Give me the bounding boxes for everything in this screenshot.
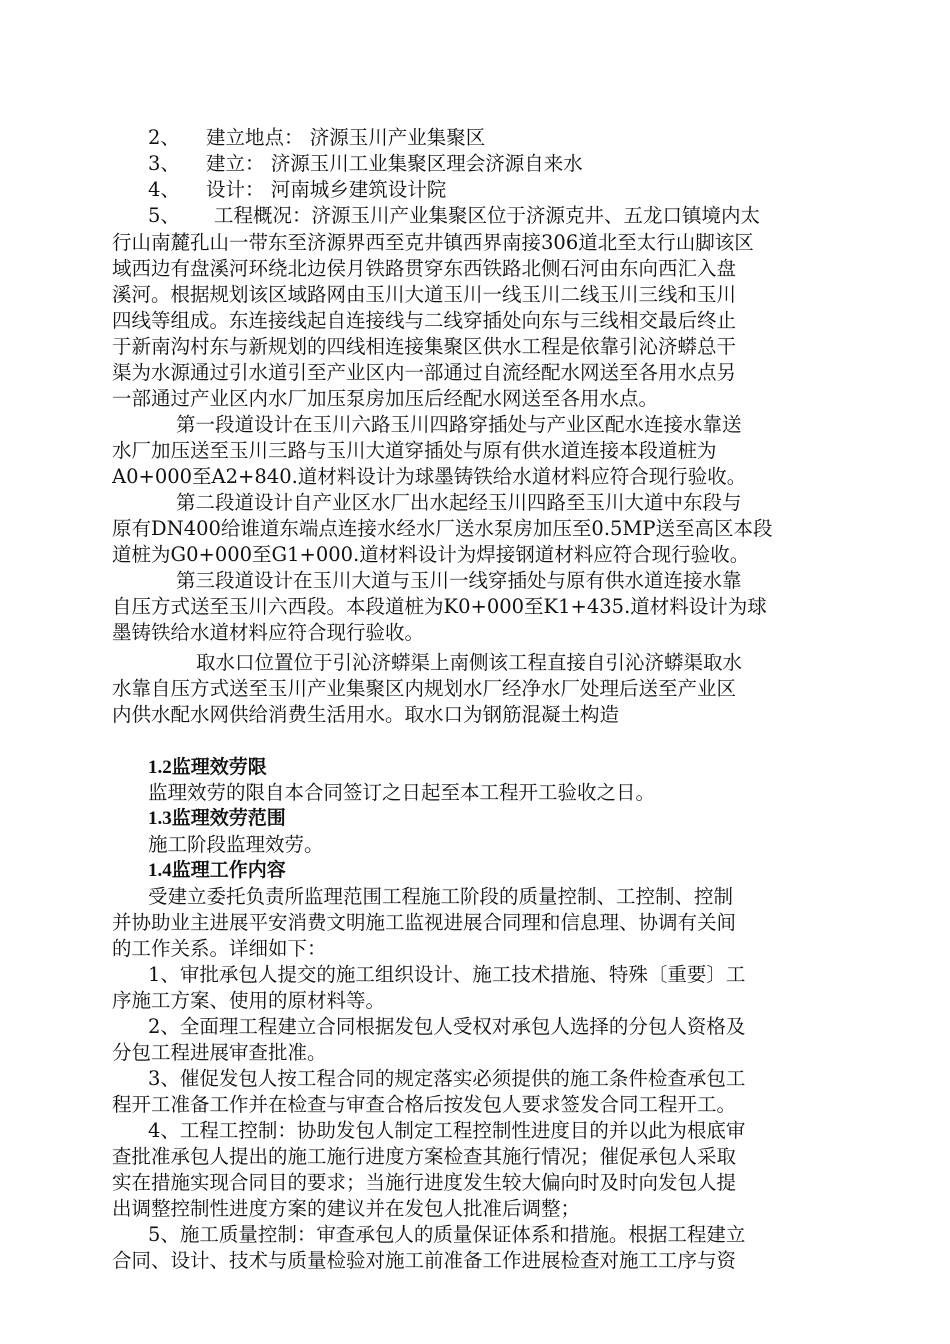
task-5-line-1: 5、施工质量控制：审查承包人的质量保证体系和措施。根据工程建立 [148,1223,746,1246]
list-text: 工程概况：济源玉川产业集聚区位于济源克井、五龙口镇境内太 [214,204,761,227]
overview-line-3: 溪河。根据规划该区域路网由玉川大道玉川一线玉川二线玉川三线和玉川 [112,283,737,306]
section3-line-2: 自压方式送至玉川六西段。本段道桩为K0+000至K1+435.道材料设计为球 [112,595,767,618]
list-number: 3、 [148,152,180,175]
list-text: 建立地点： 济源玉川产业集聚区 [206,126,486,149]
task-1-line-1: 1、审批承包人提交的施工组织设计、施工技术措施、特殊〔重要〕工 [148,963,746,986]
section3-line-3: 墨铸铁给水道材料应符合现行验收。 [112,621,425,644]
list-number: 4、 [148,178,180,201]
paragraph-1-2: 监理效劳的限自本合同签订之日起至本工程开工验收之日。 [148,781,656,804]
paragraph-1-4-line-3: 的工作关系。详细如下： [112,937,327,960]
heading-1-4: 1.4监理工作内容 [148,860,286,881]
overview-line-7: 一部通过产业区内水厂加压泵房加压后经配水网送至各用水点。 [112,387,659,410]
list-number: 5、 [148,204,180,227]
task-1-line-2: 序施工方案、使用的原材料等。 [112,989,386,1012]
list-item-5 [148,201,878,231]
overview-line-5: 于新南沟村东与新规划的四线相连接集聚区供水工程是依靠引沁济蟒总干 [112,335,737,358]
paragraph-1-3: 施工阶段监理效劳。 [148,833,324,856]
section2-line-1: 第二段道设计自产业区水厂出水起经玉川四路至玉川大道中东段与 [176,491,742,514]
section1-line-1: 第一段道设计在玉川六路玉川四路穿插处与产业区配水连接水靠送 [176,413,742,436]
paragraph-1-4-line-2: 并协助业主进展平安消费文明施工监视进展合同理和信息理、协调有关间 [112,911,737,934]
task-5-line-2: 合同、设计、技术与质量检验对施工前准备工作进展检查对施工工序与资 [112,1249,737,1272]
overview-line-4: 四线等组成。东连接线起自连接线与二线穿插处向东与三线相交最后终止 [112,309,737,332]
task-2-line-2: 分包工程进展审查批准。 [112,1041,327,1064]
overview-line-6: 渠为水源通过引水道引至产业区内一部通过自流经配水网送至各用水点另 [112,361,737,384]
list-number: 2、 [148,126,180,149]
section1-line-2: 水厂加压送至玉川三路与玉川大道穿插处与原有供水道连接本段道桩为 [112,439,717,462]
section1-line-3: A0+000至A2+840.道材料设计为球墨铸铁给水道材料应符合现行验收。 [112,465,747,488]
task-4-line-4: 出调整控制性进度方案的建议并在发包人批准后调整； [112,1197,581,1220]
task-3-line-1: 3、催促发包人按工程合同的规定落实必须提供的施工条件检查承包工 [148,1067,746,1090]
section3-line-1: 第三段道设计在玉川大道与玉川一线穿插处与原有供水道连接水靠 [176,569,742,592]
paragraph-1-4-line-1: 受建立委托负责所监理范围工程施工阶段的质量控制、工控制、控制 [148,885,734,908]
task-4-line-3: 实在措施实现合同目的要求；当施行进度发生较大偏向时及时向发包人提 [112,1171,737,1194]
intake-line-1: 取水口位置位于引沁济蟒渠上南侧该工程直接自引沁济蟒渠取水 [196,651,743,674]
overview-line-2: 域西边有盘溪河环绕北边侯月铁路贯穿东西铁路北侧石河由东向西汇入盘 [112,257,737,280]
overview-line-1: 行山南麓孔山一带东至济源界西至克井镇西界南接306道北至太行山脚该区 [112,231,754,254]
task-4-line-2: 查批准承包人提出的施工施行进度方案检查其施行情况；催促承包人采取 [112,1145,737,1168]
intake-line-3: 内供水配水网供给消费生活用水。取水口为钢筋混凝土构造 [112,703,620,726]
intake-line-2: 水靠自压方式送至玉川产业集聚区内规划水厂经净水厂处理后送至产业区 [112,677,737,700]
task-2-line-1: 2、全面理工程建立合同根据发包人受权对承包人选择的分包人资格及 [148,1015,746,1038]
task-4-line-1: 4、工程工控制：协助发包人制定工程控制性进度目的并以此为根底审 [148,1119,746,1142]
task-3-line-2: 程开工准备工作并在检查与审查合格后按发包人要求签发合同工程开工。 [112,1093,737,1116]
list-text: 设计： 河南城乡建筑设计院 [206,178,447,201]
heading-1-3: 1.3监理效劳范围 [148,808,286,829]
heading-1-2: 1.2监理效劳限 [148,757,267,778]
section2-line-2: 原有DN400给谁道东端点连接水经水厂送水泵房加压至0.5MP送至高区本段 [112,517,773,540]
section2-line-3: 道桩为G0+000至G1+000.道材料设计为焊接钢道材料应符合现行验收。 [112,543,750,566]
list-text: 建立： 济源玉川工业集聚区理会济源自来水 [206,152,583,175]
